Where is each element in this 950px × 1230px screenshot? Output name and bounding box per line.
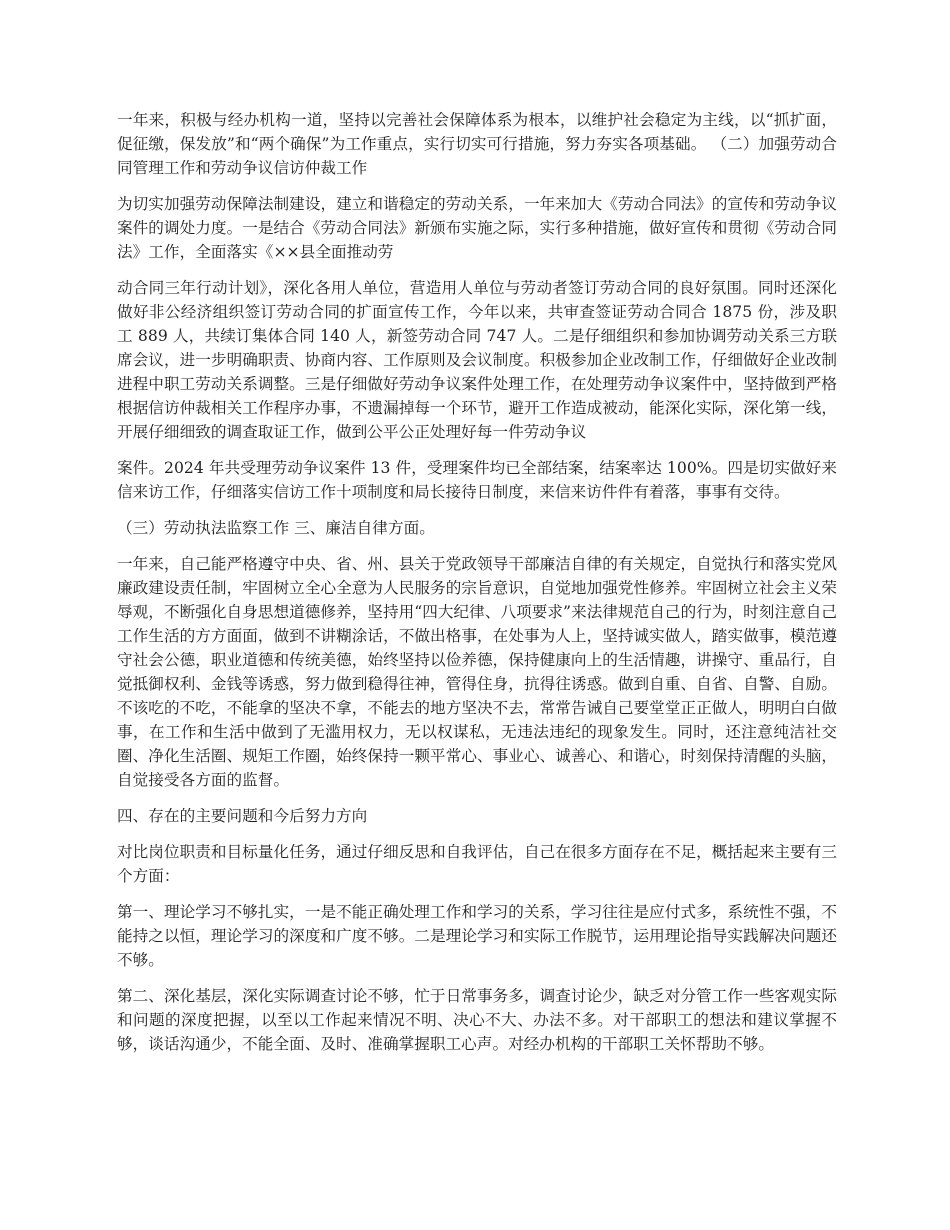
paragraph-social-security: 一年来，积极与经办机构一道，坚持以完善社会保障体系为根本，以维护社会稳定为主线，以“抓扩面，促征缴，保发放”和“两个确保”为工作重点，实行切实可行措施，努力夯实各项基础。 （二）加强劳动合同管理工作和劳动争议信访仲裁工作 [117,111,837,177]
paragraph-dispute-cases: 案件。2024 年共受理劳动争议案件 13 件，受理案件均已全部结案，结案率达 100%。四是切实做好来信来访工作，仔细落实信访工作十项制度和局长接待日制度，来信来访件件有着落，事事有交待。 [117,459,837,501]
paragraph-labor-contract-details: 动合同三年行动计划》，深化各用人单位，营造用人单位与劳动者签订劳动合同的良好氛围。同时还深化做好非公经济组织签订劳动合同的扩面宣传工作，今年以来，共审查签证劳动合同合 1875 份，涉及职工 889 人，共续订集体合同 140 人，新签劳动合同 747 人。二是仔细组织和参加协调劳动关系三方联席会议，进一步明确职责、协商内容、工作原则及会议制度。积极参加企业改制工作，仔细做好企业改制进程中职工劳动关系调整。三是仔细做好劳动争议案件处理工作，在处理劳动争议案件中，坚持做到严格根据信访仲裁相关工作程序办事，不遗漏掉每一个环节，避开工作造成被动，能深化实际，深化第一线，开展仔细细致的调查取证工作，做到公平公正处理好每一件劳动争议 [117,279,837,441]
section-heading-problems: 四、存在的主要问题和今后努力方向 [117,807,368,825]
paragraph-problem-one: 第一、理论学习不够扎实，一是不能正确处理工作和学习的关系，学习往往是应付式多，系统性不强，不能持之以恒，理论学习的深度和广度不够。二是理论学习和实际工作脱节，运用理论指导实践解决问题还不够。 [117,903,837,969]
paragraph-problem-two: 第二、深化基层，深化实际调查讨论不够，忙于日常事务多，调查讨论少，缺乏对分管工作一些客观实际和问题的深度把握，以至以工作起来情况不明、决心不大、办法不多。对干部职工的想法和建议掌握不够，谈话沟通少，不能全面、及时、准确掌握职工心声。对经办机构的干部职工关怀帮助不够。 [117,987,837,1053]
paragraph-problems-summary: 对比岗位职责和目标量化任务，通过仔细反思和自我评估，自己在很多方面存在不足，概括起来主要有三个方面： [117,843,837,885]
paragraph-labor-contract-intro: 为切实加强劳动保障法制建设，建立和谐稳定的劳动关系，一年来加大《劳动合同法》的宣传和劳动争议案件的调处力度。一是结合《劳动合同法》新颁布实施之际，实行多种措施，做好宣传和贯彻《劳动合同法》工作，全面落实《××县全面推动劳 [117,195,837,261]
section-heading-labor-inspection: （三）劳动执法监察工作 三、廉洁自律方面。 [117,519,435,537]
paragraph-integrity: 一年来，自己能严格遵守中央、省、州、县关于党政领导干部廉洁自律的有关规定，自觉执行和落实党风廉政建设责任制，牢固树立全心全意为人民服务的宗旨意识，自觉地加强党性修养。牢固树立社会主义荣辱观，不断强化自身思想道德修养，坚持用“四大纪律、八项要求”来法律规范自己的行为，时刻注意自己工作生活的方方面面，做到不讲糊涂话，不做出格事，在处事为人上，坚持诚实做人，踏实做事，模范遵守社会公德，职业道德和传统美德，始终坚持以俭养德，保持健康向上的生活情趣，讲操守、重品行，自觉抵御权利、金钱等诱惑，努力做到稳得往神，管得住身，抗得往诱惑。做到自重、自省、自警、自励。不该吃的不吃，不能拿的坚决不拿，不能去的地方坚决不去，常常告诫自己要堂堂正正做人，明明白白做事，在工作和生活中做到了无滥用权力，无以权谋私，无违法违纪的现象发生。同时，还注意纯洁社交圈、净化生活圈、规矩工作圈，始终保持一颗平常心、事业心、诚善心、和谐心，时刻保持清醒的头脑，自觉接受各方面的监督。 [117,555,838,789]
document-body [117,108,837,1068]
